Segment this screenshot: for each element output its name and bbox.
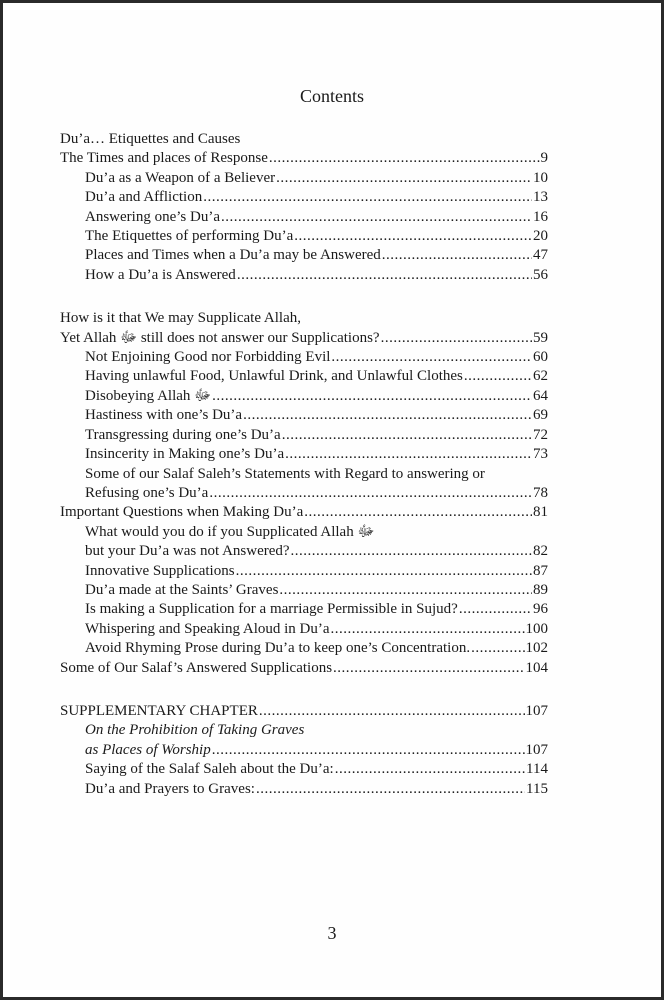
toc-entry: Du’a made at the Saints’ Graves ..... 89 [60, 581, 548, 600]
toc-entry: What would you do if you Supplicated Allah ﷻ [85, 523, 375, 540]
toc-entry: Disobeying Allah ﷻ ..... 64 [60, 387, 548, 406]
toc-entry: Insincerity in Making one’s Du’a ..... 73 [60, 445, 548, 464]
table-of-contents [60, 130, 548, 799]
toc-heading: How is it that We may Supplicate Allah, [60, 310, 301, 327]
toc-entry: Du’a and Affliction ..... 13 [60, 188, 548, 207]
page-title: Contents [299, 86, 364, 106]
toc-entry: Having unlawful Food, Unlawful Drink, and Unlawful Clothes ..... 62 [60, 367, 548, 386]
toc-entry: Important Questions when Making Du’a ..... 81 [60, 503, 548, 522]
toc-entry: as Places of Worship ..... 107 [60, 741, 548, 760]
toc-entry: Saying of the Salaf Saleh about the Du’a: ..... 114 [60, 760, 548, 779]
toc-entry: Transgressing during one’s Du’a ..... 72 [60, 426, 548, 445]
toc-entry: Not Enjoining Good nor Forbidding Evil ..... 60 [60, 348, 548, 367]
toc-entry: Du’a as a Weapon of a Believer ..... 10 [60, 169, 548, 188]
toc-entry: Is making a Supplication for a marriage Permissible in Sujud? ..... 96 [60, 600, 548, 619]
toc-entry: Some of our Salaf Saleh’s Statements with Regard to answering or [85, 465, 485, 482]
toc-entry: Answering one’s Du’a ..... 16 [60, 208, 548, 227]
toc-entry: How a Du’a is Answered ..... 56 [60, 266, 548, 285]
toc-entry: The Etiquettes of performing Du’a ..... 20 [60, 227, 548, 246]
page-number: 3 [327, 923, 337, 943]
toc-entry: SUPPLEMENTARY CHAPTER ..... 107 [60, 702, 548, 721]
toc-entry: Some of Our Salaf’s Answered Supplications ..... 104 [60, 659, 548, 678]
toc-entry: Hastiness with one’s Du’a ..... 69 [60, 406, 548, 425]
toc-entry: The Times and places of Response ..... 9 [60, 149, 548, 168]
toc-entry: Places and Times when a Du’a may be Answered ..... 47 [60, 246, 548, 265]
toc-entry: Refusing one’s Du’a ..... 78 [60, 484, 548, 503]
toc-entry: On the Prohibition of Taking Graves [85, 722, 305, 739]
toc-heading: Du’a… Etiquettes and Causes [60, 131, 241, 147]
toc-entry: Whispering and Speaking Aloud in Du’a ..... 100 [60, 620, 548, 639]
toc-entry: but your Du’a was not Answered? ..... 82 [60, 542, 548, 561]
toc-entry: Avoid Rhyming Prose during Du’a to keep one’s Concentration. ..... 102 [60, 639, 548, 658]
toc-entry: Du’a and Prayers to Graves: ..... 115 [60, 780, 548, 799]
toc-entry: Innovative Supplications ..... 87 [60, 562, 548, 581]
toc-entry: Yet Allah ﷻ still does not answer our Supplications? ..... 59 [60, 329, 548, 348]
